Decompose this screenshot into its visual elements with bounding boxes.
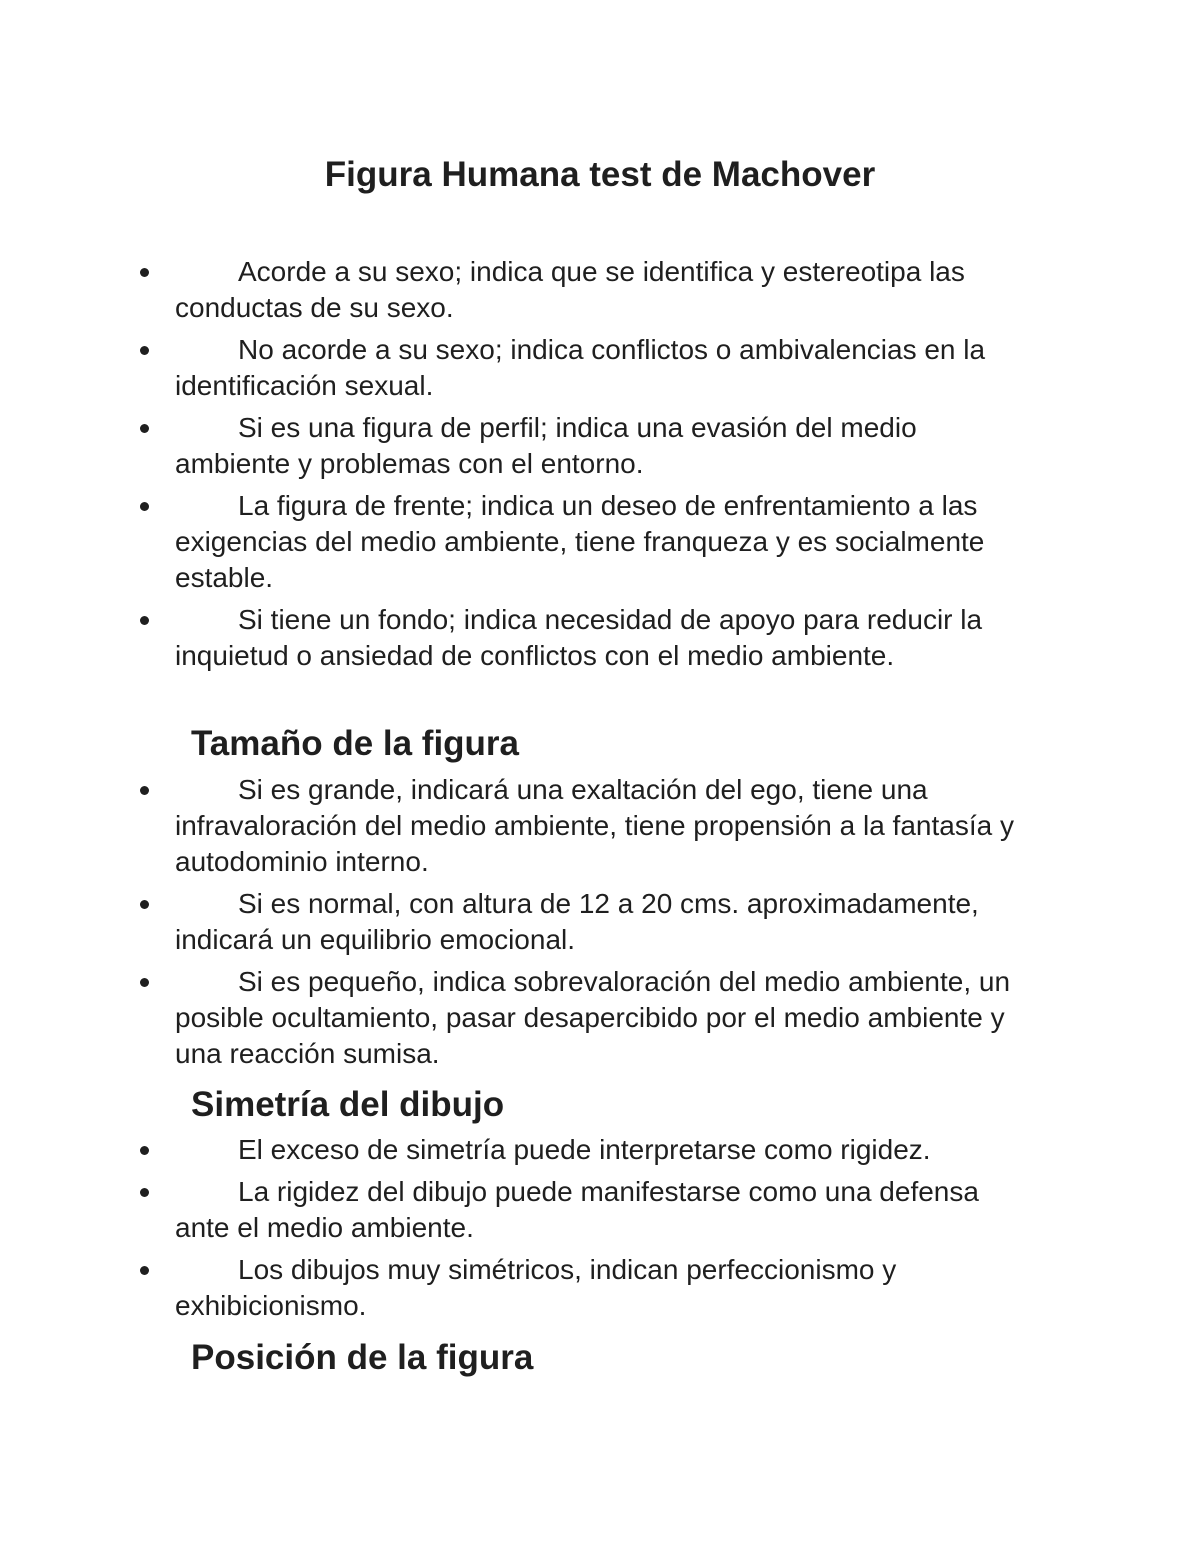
list-item-text: La figura de frente; indica un deseo de enfrentamiento a las exigencias del medio ambiente, tiene franqueza y es socialmente estable. (175, 490, 985, 593)
bullet-icon (140, 1146, 149, 1155)
list-item-text: Si es normal, con altura de 12 a 20 cms. aproximadamente, indicará un equilibrio emocional. (175, 888, 979, 955)
bullet-icon (140, 786, 149, 795)
list-item-text: Si es una figura de perfil; indica una evasión del medio ambiente y problemas con el entorno. (175, 412, 917, 479)
section-heading-posicion: Posición de la figura (191, 1338, 534, 1377)
list-item-text: Si tiene un fondo; indica necesidad de apoyo para reducir la inquietud o ansiedad de conflictos con el medio ambiente. (175, 604, 983, 671)
list-item-text: No acorde a su sexo; indica conflictos o ambivalencias en la identificación sexual. (175, 334, 986, 401)
bullet-icon (140, 1188, 149, 1197)
list-item (0, 1252, 1025, 1324)
list-item (0, 410, 1025, 482)
list-item-text: Acorde a su sexo; indica que se identifica y estereotipa las conductas de su sexo. (175, 256, 965, 323)
bullet-icon (140, 616, 149, 625)
bullet-icon (140, 1266, 149, 1275)
list-item (0, 254, 1025, 326)
list-item (0, 772, 1025, 880)
bullet-icon (140, 346, 149, 355)
list-item (0, 332, 1025, 404)
simetria-bullet-list (0, 1132, 1025, 1330)
list-item-text: Si es pequeño, indica sobrevaloración del medio ambiente, un posible ocultamiento, pasar desapercibido por el medio ambiente y una reacción sumisa. (175, 966, 1011, 1069)
intro-bullet-list (0, 254, 1025, 680)
bullet-icon (140, 978, 149, 987)
bullet-icon (140, 268, 149, 277)
section-heading-simetria: Simetría del dibujo (191, 1085, 505, 1124)
list-item (0, 488, 1025, 596)
list-item (0, 1132, 1025, 1168)
bullet-icon (140, 502, 149, 511)
list-item-text: Los dibujos muy simétricos, indican perfeccionismo y exhibicionismo. (175, 1254, 897, 1321)
list-item (0, 886, 1025, 958)
list-item-text: La rigidez del dibujo puede manifestarse como una defensa ante el medio ambiente. (175, 1176, 979, 1243)
list-item-text: El exceso de simetría puede interpretarse como rigidez. (238, 1134, 931, 1165)
list-item (0, 602, 1025, 674)
section-heading-tamano: Tamaño de la figura (191, 724, 520, 763)
bullet-icon (140, 900, 149, 909)
bullet-icon (140, 424, 149, 433)
tamano-bullet-list (0, 772, 1025, 1078)
list-item (0, 964, 1025, 1072)
list-item (0, 1174, 1025, 1246)
list-item-text: Si es grande, indicará una exaltación del ego, tiene una infravaloración del medio ambiente, tiene propensión a la fantasía y autodominio interno. (175, 774, 1014, 877)
page-title: Figura Humana test de Machover (324, 155, 876, 194)
